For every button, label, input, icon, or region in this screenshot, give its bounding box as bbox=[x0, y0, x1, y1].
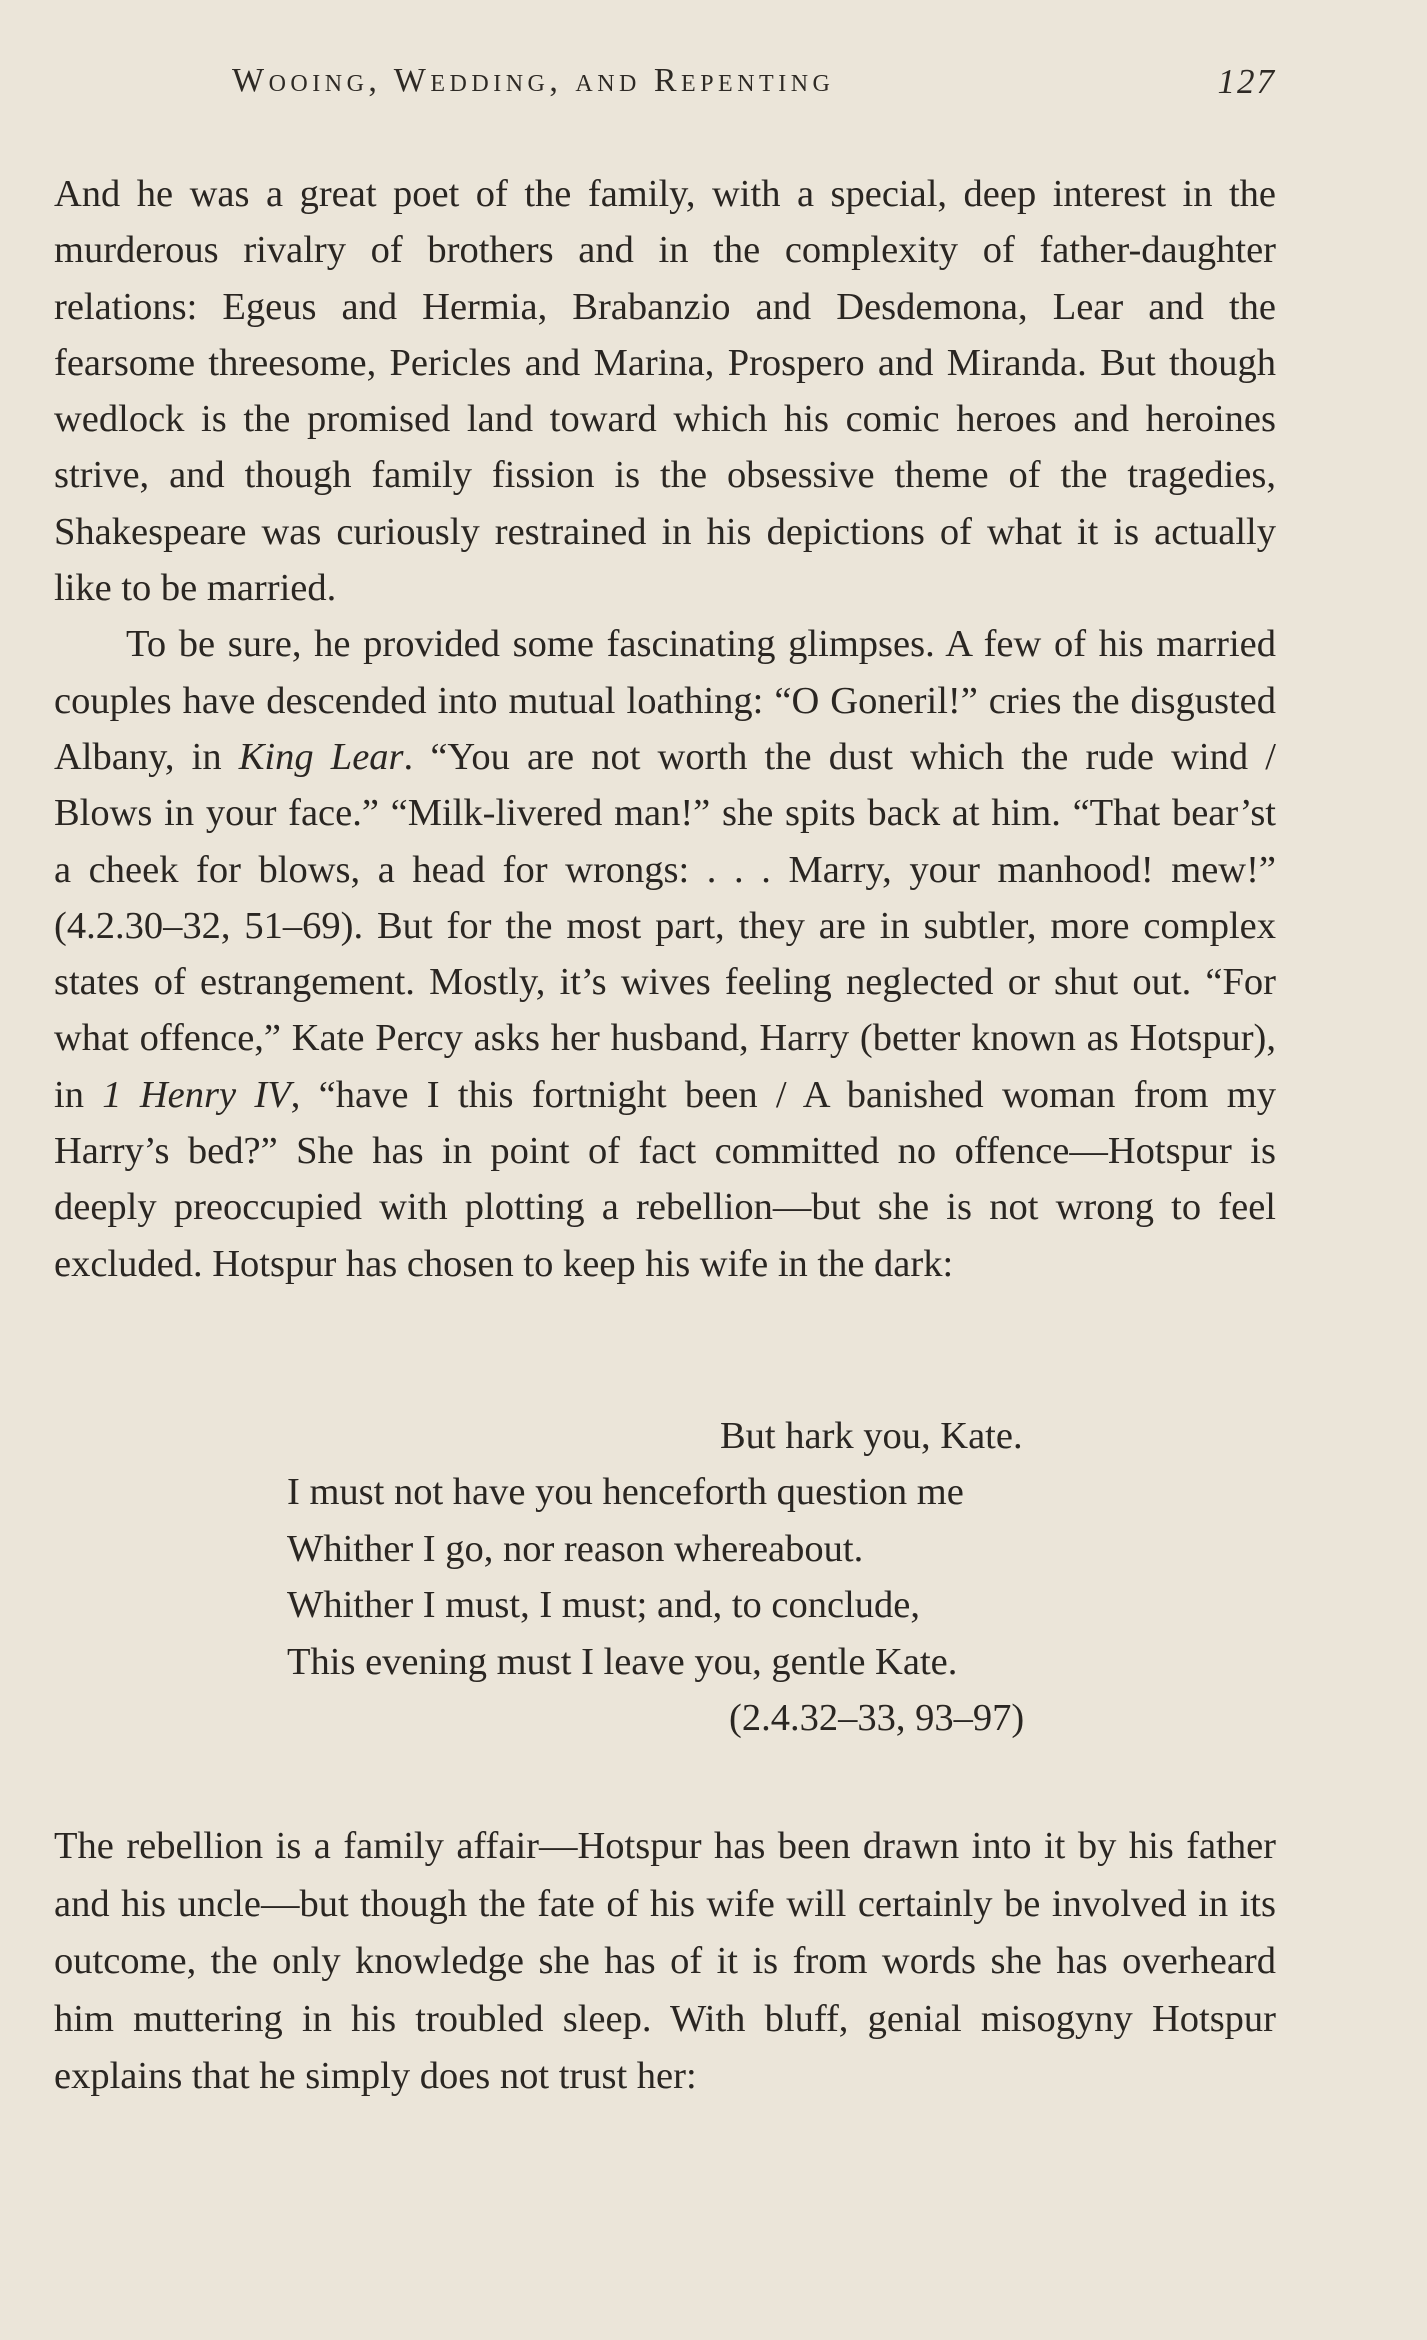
verse-quotation bbox=[287, 1408, 1187, 1746]
main-text-upper bbox=[54, 166, 1276, 1292]
main-text-lower bbox=[54, 1818, 1276, 2106]
paragraph-3: The rebellion is a family affair—Hotspur has been drawn into it by his father and his uncle—but though the fate of his wife will certainly be involved in its outcome, the only knowledge she has of it is from words she has overheard him muttering in his troubled sleep. With bluff, genial misogyny Hotspur explains that he simply does not trust her: bbox=[54, 1825, 1276, 2097]
verse-line: Whither I go, nor reason whereabout. bbox=[287, 1527, 864, 1570]
title-henry-iv: 1 Henry IV bbox=[102, 1073, 291, 1116]
paragraph-2-part-1: To be sure, he provided some fascinating glimpses. A few of his married couples have descended into mutual loathing: “O Goneril!” cries the disgusted Albany, in bbox=[54, 623, 1276, 778]
paragraph-1: And he was a great poet of the family, with a special, deep interest in the murderous rivalry of brothers and in the complexity of father-daughter relations: Egeus and Hermia, Brabanzio and Desdemona, Lear and the fearsome threesome, Pericles and Marina, Prospero and Miranda. But though wedlock is the promised land toward which his comic heroes and heroines strive, and though family fission is the obsessive theme of the tragedies, Shakespeare was curiously restrained in his depictions of what it is actually like to be married. bbox=[54, 173, 1276, 610]
verse-line: This evening must I leave you, gentle Kate. bbox=[287, 1640, 958, 1683]
verse-line: I must not have you henceforth question me bbox=[287, 1471, 964, 1514]
verse-line: Whither I must, I must; and, to conclude, bbox=[287, 1584, 920, 1627]
paragraph-2 bbox=[54, 616, 1276, 1292]
title-king-lear: King Lear bbox=[238, 735, 404, 778]
paragraph-2-part-3: , “have I this fortnight been / A banished woman from my Harry’s bed?” She has in point of fact committed no offence—Hotspur is deeply preoccupied with plotting a rebellion—but she is not wrong to feel excluded. Hotspur has chosen to keep his wife in the dark: bbox=[54, 1073, 1276, 1285]
verse-citation: (2.4.32–33, 93–97) bbox=[729, 1697, 1025, 1740]
running-title: Wooing, Wedding, and Repenting bbox=[232, 62, 835, 99]
running-head bbox=[54, 62, 1276, 112]
page-number: 127 bbox=[1217, 62, 1276, 101]
verse-line: But hark you, Kate. bbox=[720, 1415, 1023, 1457]
paragraph-2-part-2: . “You are not worth the dust which the rude wind / Blows in your face.” “Milk-livered man!” she spits back at him. “That bear’st a cheek for blows, a head for wrongs: . . . Marry, your manhood! mew!” (4.2.30–32, 51–69). But for the most part, they are in subtler, more complex states of estrangement. Mostly, it’s wives feeling neglected or shut out. “For what offence,” Kate Percy asks her husband, Harry (better known as Hotspur), in bbox=[54, 735, 1276, 1116]
